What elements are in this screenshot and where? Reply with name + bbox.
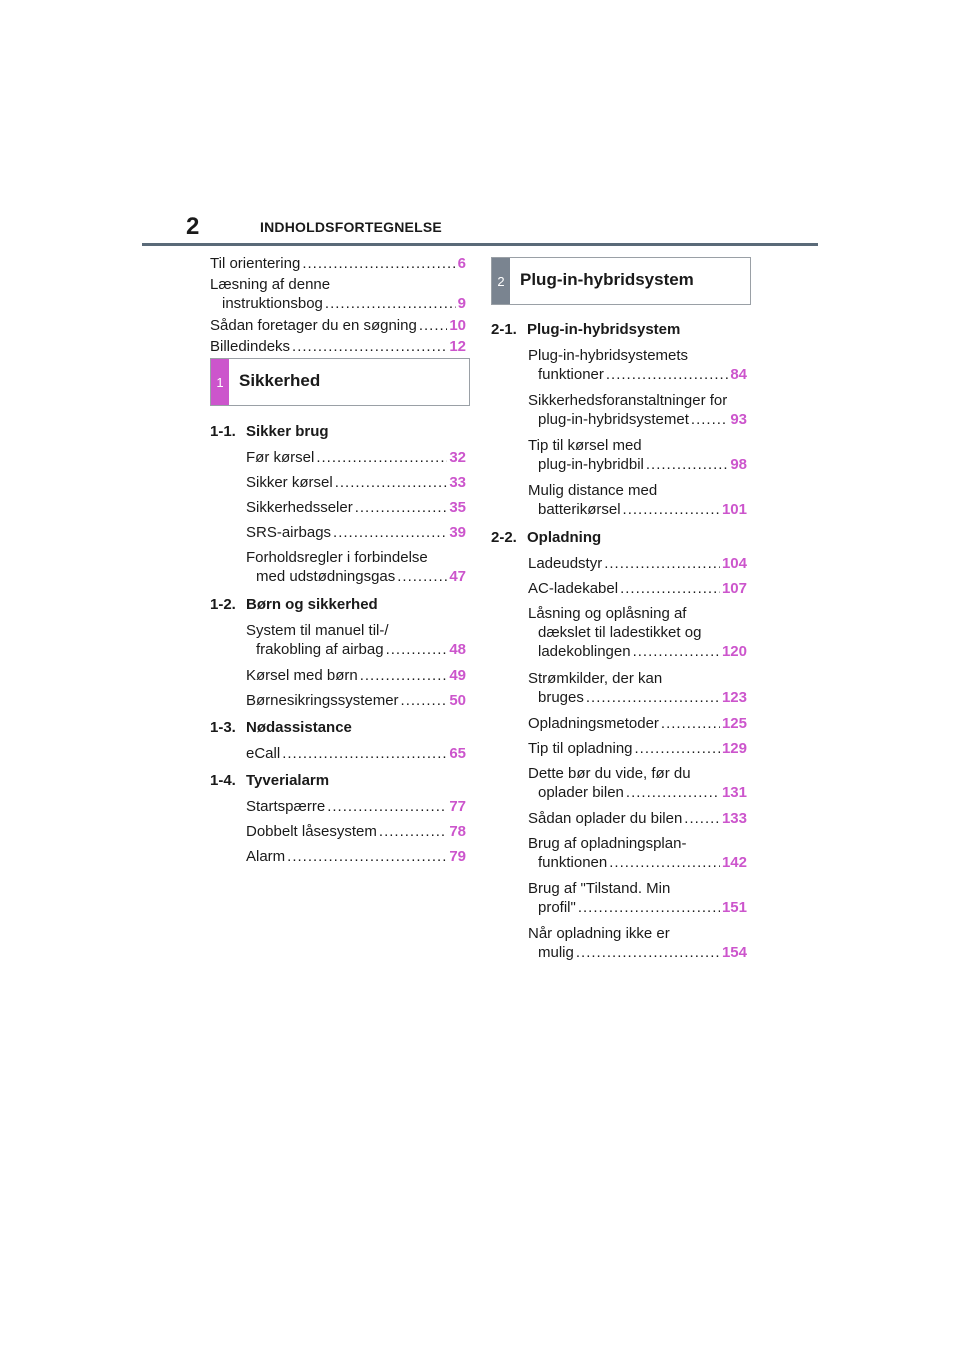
toc-entry-text: Dobbelt låsesystem xyxy=(246,823,377,840)
toc-entry[interactable] xyxy=(528,436,747,474)
toc-entry-text: System til manuel til-/ xyxy=(246,622,389,639)
dot-leader xyxy=(327,797,447,816)
toc-entry[interactable] xyxy=(528,809,747,828)
toc-entry-text: instruktionsbog xyxy=(222,295,323,312)
page-link[interactable]: 33 xyxy=(449,474,466,491)
toc-entry[interactable] xyxy=(210,337,466,356)
dot-leader xyxy=(646,455,728,474)
toc-entry-text: Ladeudstyr xyxy=(528,555,603,572)
toc-entry-text: Når opladning ikke er xyxy=(528,925,670,942)
toc-entry[interactable] xyxy=(528,834,747,872)
toc-entry[interactable] xyxy=(528,604,747,661)
toc-entry-text: mulig xyxy=(538,944,574,961)
page-link[interactable]: 123 xyxy=(721,689,747,706)
toc-entry[interactable] xyxy=(210,316,466,335)
toc-entry-text: Strømkilder, der kan xyxy=(528,670,663,687)
dot-leader xyxy=(419,316,447,335)
dot-leader xyxy=(691,410,728,429)
chapter-number: 1-1. xyxy=(210,423,236,440)
toc-entry[interactable] xyxy=(528,481,747,519)
toc-entry-text: funktioner xyxy=(538,366,604,383)
dot-leader xyxy=(684,809,720,828)
dot-leader xyxy=(386,640,448,659)
toc-entry[interactable] xyxy=(528,554,747,573)
page-header-title: INDHOLDSFORTEGNELSE xyxy=(260,219,442,235)
toc-entry-text: Opladningsmetoder xyxy=(528,715,659,732)
toc-entry[interactable] xyxy=(528,669,747,707)
page-link[interactable]: 78 xyxy=(449,823,466,840)
dot-leader xyxy=(635,739,720,758)
page-link[interactable]: 104 xyxy=(721,555,747,572)
dot-leader xyxy=(578,898,720,917)
toc-entry-text: funktionen xyxy=(538,854,608,871)
dot-leader xyxy=(325,294,456,313)
section-number-tab: 2 xyxy=(492,258,510,304)
toc-entry-text: Startspærre xyxy=(246,798,326,815)
toc-entry-text: Låsning og oplåsning af xyxy=(528,605,687,622)
page-link[interactable]: 151 xyxy=(721,899,747,916)
toc-entry-text: plug-in-hybridbil xyxy=(538,456,644,473)
page-link[interactable]: 133 xyxy=(721,810,747,827)
toc-entry[interactable] xyxy=(246,621,466,659)
chapter-title: Opladning xyxy=(527,529,602,546)
page-link[interactable]: 154 xyxy=(721,944,747,961)
dot-leader xyxy=(316,448,447,467)
toc-entry-text: Sådan foretager du en søgning xyxy=(210,317,417,334)
toc-entry-text: Børnesikringssystemer xyxy=(246,692,399,709)
chapter-number: 1-4. xyxy=(210,772,236,789)
toc-entry-text: Brug af opladningsplan- xyxy=(528,835,687,852)
page-link[interactable]: 10 xyxy=(449,317,466,334)
page-link[interactable]: 142 xyxy=(721,854,747,871)
toc-entry[interactable] xyxy=(246,847,466,866)
toc-entry-text: Dette bør du vide, før du xyxy=(528,765,691,782)
toc-entry-text: ladekoblingen xyxy=(538,643,631,660)
dot-leader xyxy=(333,523,447,542)
page-link[interactable]: 47 xyxy=(449,568,466,585)
toc-entry[interactable] xyxy=(246,822,466,841)
section-title: Plug-in-hybridsystem xyxy=(520,270,694,289)
dot-leader xyxy=(397,567,447,586)
page-link[interactable]: 131 xyxy=(721,784,747,801)
toc-entry-text: SRS-airbags xyxy=(246,524,332,541)
page-link[interactable]: 84 xyxy=(730,366,747,383)
section-title: Sikkerhed xyxy=(239,371,321,390)
toc-entry-text: Alarm xyxy=(246,848,286,865)
toc-entry-text: Brug af "Tilstand. Min xyxy=(528,880,671,897)
toc-entry[interactable] xyxy=(246,744,466,763)
dot-leader xyxy=(576,943,720,962)
toc-entry[interactable] xyxy=(528,391,747,429)
toc-entry[interactable] xyxy=(246,666,466,685)
dot-leader xyxy=(287,847,447,866)
page-link[interactable]: 12 xyxy=(449,338,466,355)
toc-entry-text: Billedindeks xyxy=(210,338,291,355)
page-number: 2 xyxy=(186,213,200,240)
dot-leader xyxy=(623,500,720,519)
dot-leader xyxy=(292,337,447,356)
toc-entry-text: Tip til kørsel med xyxy=(528,437,642,454)
section-heading-box xyxy=(210,358,470,406)
page-link[interactable]: 65 xyxy=(449,745,466,762)
dot-leader xyxy=(379,822,447,841)
toc-entry-text: Læsning af denne xyxy=(210,276,331,293)
chapter-heading[interactable] xyxy=(491,529,601,546)
dot-leader xyxy=(626,783,720,802)
page-link[interactable]: 93 xyxy=(730,411,747,428)
section-heading-box xyxy=(491,257,751,305)
dot-leader xyxy=(302,254,455,273)
toc-entry-text: plug-in-hybridsystemet xyxy=(538,411,689,428)
dot-leader xyxy=(360,666,448,685)
toc-entry-text: Sikkerhedsforanstaltninger for xyxy=(528,392,728,409)
toc-entry-text: Mulig distance med xyxy=(528,482,658,499)
chapter-number: 1-2. xyxy=(210,596,236,613)
toc-entry-text: Tip til opladning xyxy=(528,740,633,757)
toc-entry-text: Før kørsel xyxy=(246,449,315,466)
chapter-number: 2-2. xyxy=(491,529,517,546)
dot-leader xyxy=(282,744,447,763)
toc-entry-text: Sådan oplader du bilen xyxy=(528,810,683,827)
toc-entry-text: bruges xyxy=(538,689,584,706)
page-link[interactable]: 39 xyxy=(449,524,466,541)
chapter-number: 2-1. xyxy=(491,321,517,338)
toc-entry[interactable] xyxy=(246,473,466,492)
dot-leader xyxy=(609,853,720,872)
toc-entry[interactable] xyxy=(528,714,747,733)
page-link[interactable]: 107 xyxy=(721,580,747,597)
chapter-heading[interactable] xyxy=(210,596,378,613)
chapter-heading[interactable] xyxy=(210,719,352,736)
toc-entry-text: Forholdsregler i forbindelse xyxy=(246,549,428,566)
toc-entry[interactable] xyxy=(528,579,747,598)
chapter-heading[interactable] xyxy=(210,772,329,789)
toc-entry-text: Kørsel med børn xyxy=(246,667,358,684)
toc-entry-text: eCall xyxy=(246,745,281,762)
toc-entry[interactable] xyxy=(528,739,747,758)
toc-entry[interactable] xyxy=(528,346,747,384)
toc-entry-text: Sikker kørsel xyxy=(246,474,333,491)
chapter-title: Tyverialarm xyxy=(246,772,330,789)
toc-entry[interactable] xyxy=(528,764,747,802)
dot-leader xyxy=(604,554,720,573)
chapter-title: Børn og sikkerhed xyxy=(246,596,378,613)
toc-entry-text: profil" xyxy=(538,899,576,916)
toc-entry-text: oplader bilen xyxy=(538,784,624,801)
page-link[interactable]: 35 xyxy=(449,499,466,516)
chapter-title: Nødassistance xyxy=(246,719,352,736)
page-link[interactable]: 79 xyxy=(449,848,466,865)
dot-leader xyxy=(633,642,720,661)
chapter-title: Plug-in-hybridsystem xyxy=(527,321,681,338)
toc-entry[interactable] xyxy=(246,797,466,816)
chapter-heading[interactable] xyxy=(210,423,329,440)
dot-leader xyxy=(620,579,720,598)
toc-entry[interactable] xyxy=(210,275,466,313)
toc-entry-text: frakobling af airbag xyxy=(256,641,384,658)
toc-entry-text: batterikørsel xyxy=(538,501,621,518)
dot-leader xyxy=(401,691,448,710)
toc-entry-text: med udstødningsgas xyxy=(256,568,396,585)
toc-entry-text: Sikkerhedsseler xyxy=(246,499,353,516)
page-link[interactable]: 48 xyxy=(449,641,466,658)
page-link[interactable]: 50 xyxy=(449,692,466,709)
section-number-tab: 1 xyxy=(211,359,229,405)
header-divider xyxy=(142,243,818,246)
toc-entry[interactable] xyxy=(246,498,466,517)
chapter-number: 1-3. xyxy=(210,719,236,736)
page-link[interactable]: 129 xyxy=(721,740,747,757)
toc-entry[interactable] xyxy=(246,523,466,542)
dot-leader xyxy=(586,688,720,707)
toc-entry[interactable] xyxy=(246,448,466,467)
page-link[interactable]: 125 xyxy=(721,715,747,732)
toc-entry[interactable] xyxy=(528,879,747,917)
page-link[interactable]: 98 xyxy=(730,456,747,473)
toc-entry-text: dækslet til ladestikket og xyxy=(538,624,702,641)
toc-entry[interactable] xyxy=(210,254,466,273)
page-link[interactable]: 77 xyxy=(449,798,466,815)
page-link[interactable]: 120 xyxy=(721,643,747,660)
page-link[interactable]: 32 xyxy=(449,449,466,466)
toc-entry-text: Til orientering xyxy=(210,255,301,272)
chapter-title: Sikker brug xyxy=(246,423,329,440)
toc-entry-text: Plug-in-hybridsystemets xyxy=(528,347,689,364)
dot-leader xyxy=(606,365,728,384)
toc-entry[interactable] xyxy=(246,548,466,586)
page-link[interactable]: 6 xyxy=(457,255,466,272)
chapter-heading[interactable] xyxy=(491,321,680,338)
toc-entry-text: AC-ladekabel xyxy=(528,580,619,597)
toc-entry[interactable] xyxy=(528,924,747,962)
page-link[interactable]: 49 xyxy=(449,667,466,684)
dot-leader xyxy=(355,498,448,517)
page-link[interactable]: 9 xyxy=(457,295,466,312)
dot-leader xyxy=(335,473,448,492)
toc-entry[interactable] xyxy=(246,691,466,710)
dot-leader xyxy=(661,714,720,733)
page-link[interactable]: 101 xyxy=(721,501,747,518)
